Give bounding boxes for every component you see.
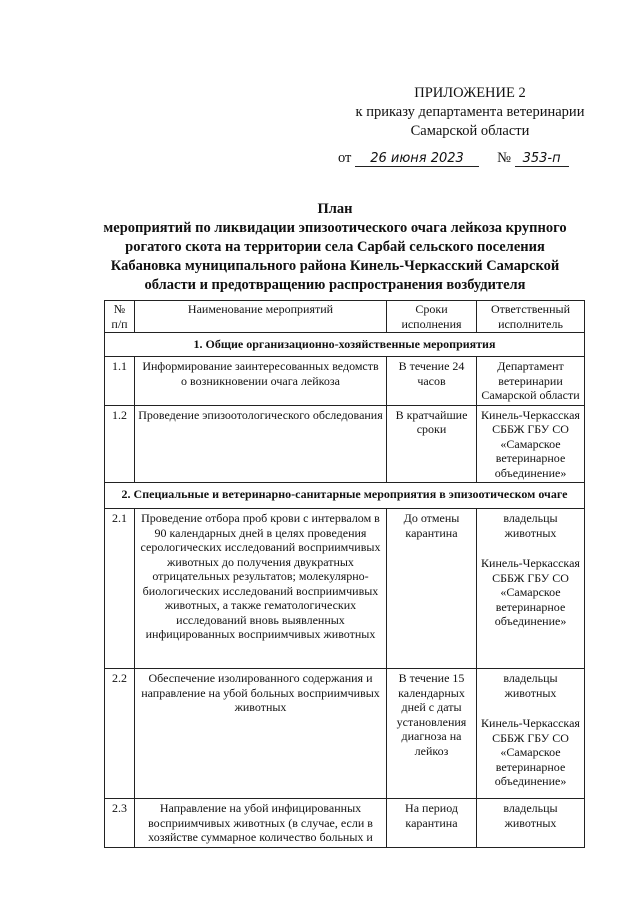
row-resp-secondary: Кинель-Черкасская СББЖ ГБУ СО «Самарское ветеринарное объединение»	[481, 556, 580, 628]
plan-title-line: области и предотвращению распространения возбудителя	[144, 277, 526, 293]
section-row	[105, 333, 585, 357]
date-prefix: от	[338, 150, 352, 166]
row-name: Проведение отбора проб крови с интервалом в 90 календарных дней в целях проведения серологических исследований восприимчивых животных до получения двукратных отрицательных результатов; молекулярно-биологических исследований восприимчивых животных, а также гематологических исследований вновь выявленных инфицированных восприимчивых животных	[135, 509, 387, 669]
plan-title-line: План	[317, 201, 353, 217]
appendix-block	[330, 84, 610, 141]
row-resp-primary: владельцы животных	[503, 801, 558, 830]
row-num: 1.2	[105, 405, 135, 483]
header-name: Наименование мероприятий	[135, 301, 387, 333]
header-resp: Ответственный исполнитель	[477, 301, 585, 333]
row-name: Проведение эпизоотологического обследования	[135, 405, 387, 483]
row-name: Обеспечение изолированного содержания и направление на убой больных восприимчивых животных	[135, 669, 387, 799]
row-term: На период карантина	[387, 799, 477, 848]
row-resp	[477, 799, 585, 848]
order-region: Самарской области	[410, 123, 530, 139]
row-resp-secondary: Кинель-Черкасская СББЖ ГБУ СО «Самарское ветеринарное объединение»	[481, 716, 580, 788]
row-num: 1.1	[105, 357, 135, 406]
plan-title-line: Кабановка муниципального района Кинель-Черкасский Самарской	[110, 258, 560, 274]
number-prefix: №	[497, 150, 511, 166]
row-term: До отмены карантина	[387, 509, 477, 669]
header-num: № п/п	[105, 301, 135, 333]
table-row	[105, 405, 585, 483]
section-heading: 2. Специальные и ветеринарно-санитарные мероприятия в эпизоотическом очаге	[105, 483, 585, 509]
header-term: Сроки исполнения	[387, 301, 477, 333]
table-row	[105, 799, 585, 848]
row-name: Информирование заинтересованных ведомств о возникновении очага лейкоза	[135, 357, 387, 406]
table-row	[105, 357, 585, 406]
table-header-row	[105, 301, 585, 333]
row-term: В течение 24 часов	[387, 357, 477, 406]
plan-title-line: рогатого скота на территории села Сарбай сельского поселения	[125, 239, 545, 255]
plan-title-line: мероприятий по ликвидации эпизоотического очага лейкоза крупного	[103, 220, 567, 236]
table-row	[105, 669, 585, 799]
row-resp	[477, 669, 585, 799]
row-term: В кратчайшие сроки	[387, 405, 477, 483]
row-num: 2.1	[105, 509, 135, 669]
row-term: В течение 15 календарных дней с даты установления диагноза на лейкоз	[387, 669, 477, 799]
handwritten-date: 26 июня 2023	[355, 152, 479, 167]
row-resp-primary: Департамент ветеринарии Самарской области	[481, 359, 580, 402]
plan-table	[104, 300, 585, 848]
row-resp-primary: владельцы животных	[503, 671, 558, 700]
row-num: 2.2	[105, 669, 135, 799]
appendix-title: ПРИЛОЖЕНИЕ 2	[414, 85, 526, 101]
table-row	[105, 509, 585, 669]
handwritten-number: 353-п	[515, 152, 569, 167]
section-row	[105, 483, 585, 509]
section-heading: 1. Общие организационно-хозяйственные мероприятия	[105, 333, 585, 357]
order-reference: к приказу департамента ветеринарии	[355, 104, 585, 120]
row-resp	[477, 405, 585, 483]
row-resp	[477, 357, 585, 406]
row-num: 2.3	[105, 799, 135, 848]
row-name: Направление на убой инфицированных восприимчивых животных (в случае, если в хозяйстве суммарное количество больных и	[135, 799, 387, 848]
row-resp-primary: Кинель-Черкасская СББЖ ГБУ СО «Самарское ветеринарное объединение»	[481, 407, 580, 480]
order-date-number	[338, 150, 598, 167]
row-resp	[477, 509, 585, 669]
plan-title	[100, 200, 570, 295]
row-resp-primary: владельцы животных	[503, 511, 558, 540]
